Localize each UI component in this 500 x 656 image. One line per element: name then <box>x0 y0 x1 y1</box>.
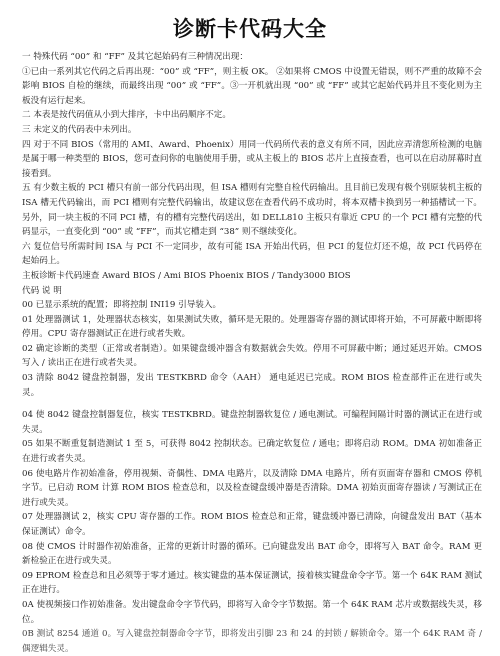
paragraph: 02 确定诊断的类型（正常或者制造）。如果键盘缓冲器含有数据就会失效。停用不可屏蔽中断；通过延迟开始。CMOS 写入 / 读出正在进行或者失灵。 <box>22 343 482 369</box>
paragraph: 代码 说 明 <box>22 285 62 296</box>
paragraph: 0B 测试 8254 通道 0。写入键盘控制器命令字节，即将发出引脚 23 和 24 的封锁 / 解锁命令。第一个 64K RAM 奇 / 偶逻辑失灵。 <box>22 629 482 654</box>
paragraph: ①已由一系列其它代码之后再出现：“00” 或 “FF”，则主板 OK。 ②如果将 CMOS 中设置无错误，则不严重的故障不会影响 BIOS 自检的继续，而最终出现 “00” 或 “FF”。③一开机就出现 “00” 或 “FF” 或其它起始代码并且不变化则为主板没有运行起来。 <box>22 66 482 106</box>
paragraph: 09 EPROM 检查总和且必须等于零才通过。核实键盘的基本保证测试，接着核实键盘命令字节。第一个 64K RAM 测试正在进行。 <box>22 570 482 596</box>
paragraph: 00 已显示系统的配置；即将控制 INI19 引导装入。 <box>22 300 222 311</box>
paragraph: 五 有少数主板的 PCI 槽只有前一部分代码出现，但 ISA 槽则有完整自检代码输出。且目前已发现有极个别原装机主板的 ISA 槽无代码输出，而 PCI 槽则有完整代码输出，故建议您在查看代码不成功时，将本双槽卡换到另一种插槽试一下。另外，同一块主板的不同 PCI 槽，有的槽有完整代码送出，如 DELL810 主板只有靠近 CPU 的一个 PCI 槽有完整的代码显示，一直变化到 “00” 或 “FF”，而其它槽走到 “38” 则不继续变化。 <box>22 183 482 238</box>
paragraph: 三 未定义的代码表中未列出。 <box>22 124 137 135</box>
paragraph: 03 清除 8042 键盘控制器，发出 TESTKBRD 命令（AAH） 通电延迟已完成。ROM BIOS 检查部件正在进行或失灵。 <box>22 373 482 398</box>
paragraph: 07 处理器测试 2，核实 CPU 寄存器的工作。ROM BIOS 检查总和正常，键盘缓冲器已清除，向键盘发出 BAT（基本保证测试）命令。 <box>22 512 482 537</box>
paragraph: 05 如果不断重复制造测试 1 至 5，可获得 8042 控制状态。已确定软复位 / 通电；即将启动 ROM。DMA 初如准备正在进行或者失灵。 <box>22 439 482 465</box>
paragraph: 主板诊断卡代码速查 Award BIOS / Ami BIOS Phoenix BIOS / Tandy3000 BIOS <box>22 270 351 281</box>
page-title: 诊断卡代码大全 <box>173 17 327 41</box>
paragraph: 一 特殊代码 “00” 和 “FF” 及其它起始码有三种情况出现： <box>22 52 248 62</box>
document-body <box>0 44 500 656</box>
paragraph: 0A 使视频接口作初始准备。发出键盘命令字节代码，即将写入命令字节数据。第一个 64K RAM 芯片或数据线失灵，移位。 <box>22 599 482 625</box>
paragraph: 04 使 8042 键盘控制器复位，核实 TESTKBRD。键盘控制器软复位 / 通电测试。可编程间隔计时器的测试正在进行或失灵。 <box>22 410 482 435</box>
paragraph: 四 对于不同 BIOS（常用的 AMI、Award、Phoenix）用同一代码所代表的意义有所不同，因此应弄清您所检测的电脑是属于哪一种类型的 BIOS，您可查问你的电脑使用手册，或从主板上的 BIOS 芯片上直接查看，也可以在启动屏幕时直接看到。 <box>22 139 482 179</box>
paragraph: 二 本表是按代码值从小到大排序，卡中出码顺序不定。 <box>22 110 231 121</box>
paragraph: 01 处理器测试 1，处理器状态核实，如果测试失败，循环是无限的。处理器寄存器的测试即将开始，不可屏蔽中断即将停用。CPU 寄存器测试正在进行或者失败。 <box>22 314 482 340</box>
paragraph: 06 使电路片作初始准备，停用视频、奇偶性、DMA 电路片，以及清除 DMA 电路片，所有页面寄存器和 CMOS 停机字节。已启动 ROM 计算 ROM BIOS 检查总和，以及检查键盘缓冲器是否清除。DMA 初始页面寄存器读 / 写测试正在进行或失灵。 <box>22 468 482 508</box>
paragraph: 08 使 CMOS 计时器作初始准备，正常的更新计时器的循环。已向键盘发出 BAT 命令，即将写入 BAT 命令。RAM 更新检验正在进行或失灵。 <box>22 541 482 567</box>
paragraph: 六 复位信号所需时间 ISA 与 PCI 不一定同步，故有可能 ISA 开始出代码，但 PCI 的复位灯还不熄，故 PCI 代码停在起始码上。 <box>22 241 482 267</box>
